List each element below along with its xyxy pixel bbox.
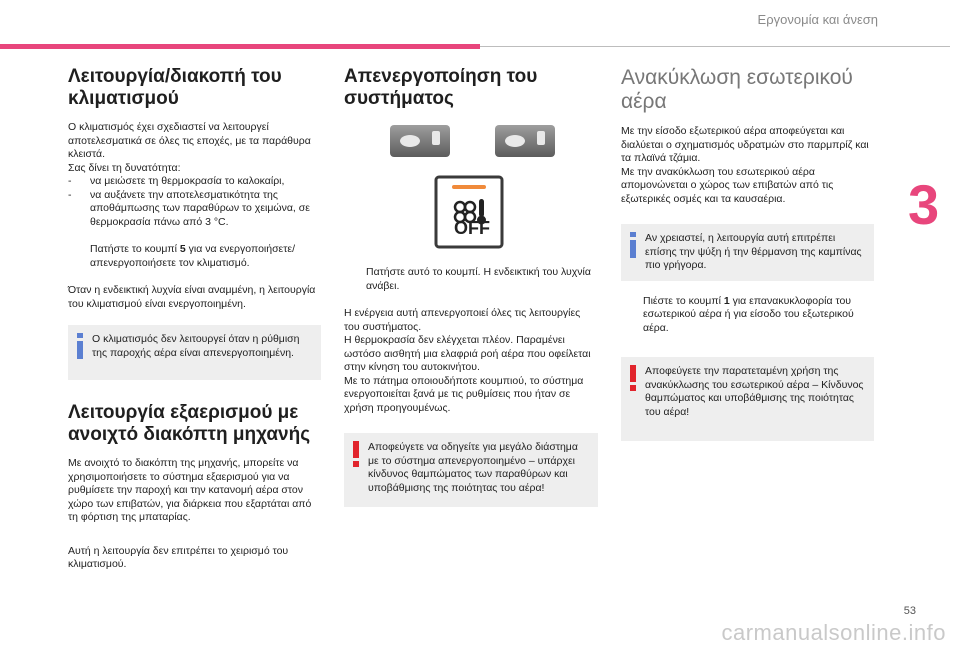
column-system-off	[344, 66, 598, 507]
warning-icon	[352, 441, 360, 467]
paragraph-allows: Σας δίνει τη δυνατότητα:	[68, 161, 181, 174]
header-accent-bar	[0, 44, 480, 49]
paragraph-intro: Ο κλιματισμός έχει σχεδιαστεί να λειτουργεί αποτελεσματικά σε όλες τις εποχές, με τα παράθυρα κλειστά.	[68, 121, 311, 160]
instruction-ac-button: Πατήστε το κουμπί 5 για να ενεργοποιήσετε/ απενεργοποιήσετε τον κλιματισμό.	[90, 243, 295, 269]
paragraph-ventilation: Με ανοιχτό το διακόπτη της μηχανής, μπορείτε να χρησιμοποιήσετε το σύστημα εξαερισμού για να ρυθμίσετε την παροχή και την κατανομή αέρα στον χώρο των επιβατών, για διάρκεια που εξαρτάται από τη φόρτιση της μπαταρίας.	[68, 457, 312, 523]
paragraph-indicator: Όταν η ενδεικτική λυχνία είναι αναμμένη, η λειτουργία του κλιματισμού είναι ενεργοποιημένη.	[68, 284, 316, 310]
control-panel-illustration	[370, 121, 570, 256]
info-box: Ο κλιματισμός δεν λειτουργεί όταν η ρύθμιση της παροχής αέρα είναι απενεργοποιημένη.	[68, 325, 321, 380]
heading-ventilation: Λειτουργία εξαερισμού με ανοιχτό διακόπτη μηχανής	[68, 402, 311, 445]
info-icon	[76, 333, 84, 359]
heading-system-off: Απενεργοποίηση του συστήματος	[344, 66, 538, 109]
column-recirculation	[621, 66, 874, 441]
list-item: - να μειώσετε τη θερμοκρασία το καλοκαίρι,	[68, 175, 285, 187]
info-icon	[629, 232, 637, 258]
paragraph-ventilation-note: Αυτή η λειτουργία δεν επιτρέπει το χειρισμό του κλιματισμού.	[68, 544, 289, 570]
paragraph-outside-air: Με την είσοδο εξωτερικού αέρα αποφεύγεται και διαλύεται ο σχηματισμός υδρατμών στο παρμπρίζ και τα πλαϊνά τζάμια.	[621, 125, 869, 164]
paragraph-off-temperature: Η θερμοκρασία δεν ελέγχεται πλέον. Παραμένει ωστόσο αισθητή μια ελαφριά ροή αέρα που οφείλεται στην κίνηση του αυτοκινήτου.	[344, 334, 591, 373]
warning-box: Αποφεύγετε να οδηγείτε για μεγάλο διάστημα με το σύστημα απενεργοποιημένο – υπάρχει κίνδυνος θαμπώματος των παραθύρων και υποβάθμισης της ποιότητας του αέρα!	[344, 433, 598, 507]
page-number: 53	[903, 605, 916, 617]
list-item: - να αυξάνετε την αποτελεσματικότητα της αποθάμπωσης των παραθύρων το χειμώνα, σε θερμοκρασία πάνω από 3 °C.	[68, 188, 310, 228]
heading-recirculation: Ανακύκλωση εσωτερικού αέρα	[621, 66, 853, 113]
instruction-off-button: Πατήστε αυτό το κουμπί. Η ενδεικτική του λυχνία ανάβει.	[366, 266, 591, 292]
chapter-number: 3	[908, 173, 940, 236]
watermark: carmanualsonline.info	[721, 620, 946, 645]
info-box: Αν χρειαστεί, η λειτουργία αυτή επιτρέπει επίσης την ψύξη ή την θέρμανση της καμπίνας πιο γρήγορα.	[621, 224, 874, 281]
heading-ac-on-off: Λειτουργία/διακοπή του κλιματισμού	[68, 66, 282, 109]
warning-box: Αποφεύγετε την παρατεταμένη χρήση της ανακύκλωσης του εσωτερικού αέρα – Κίνδυνος θαμπώματος και υποβάθμισης της ποιότητας του αέρα!	[621, 357, 874, 441]
paragraph-recirculation: Με την ανακύκλωση του εσωτερικού αέρα απομονώνεται ο χώρος των επιβατών από τις εξωτερικές οσμές και τα καυσαέρια.	[621, 165, 834, 205]
header-rule	[480, 46, 950, 47]
off-label: OFF	[454, 218, 490, 238]
warning-icon	[629, 365, 637, 391]
instruction-recirculation-button: Πιέστε το κουμπί 1 για επανακυκλοφορία του εσωτερικού αέρα ή για είσοδο του εξωτερικού αέρα.	[643, 294, 854, 334]
section-title: Εργονομία και άνεση	[757, 12, 878, 27]
paragraph-off-reactivate: Με το πάτημα οποιουδήποτε κουμπιού, το σύστημα ενεργοποιείται ξανά με τις ρυθμίσεις που ήταν σε χρήση προηγουμένως.	[344, 374, 584, 414]
column-ac-on-off	[68, 66, 321, 572]
benefits-list	[68, 175, 321, 229]
paragraph-off-effect: Η ενέργεια αυτή απενεργοποιεί όλες τις λειτουργίες του συστήματος.	[344, 307, 581, 333]
